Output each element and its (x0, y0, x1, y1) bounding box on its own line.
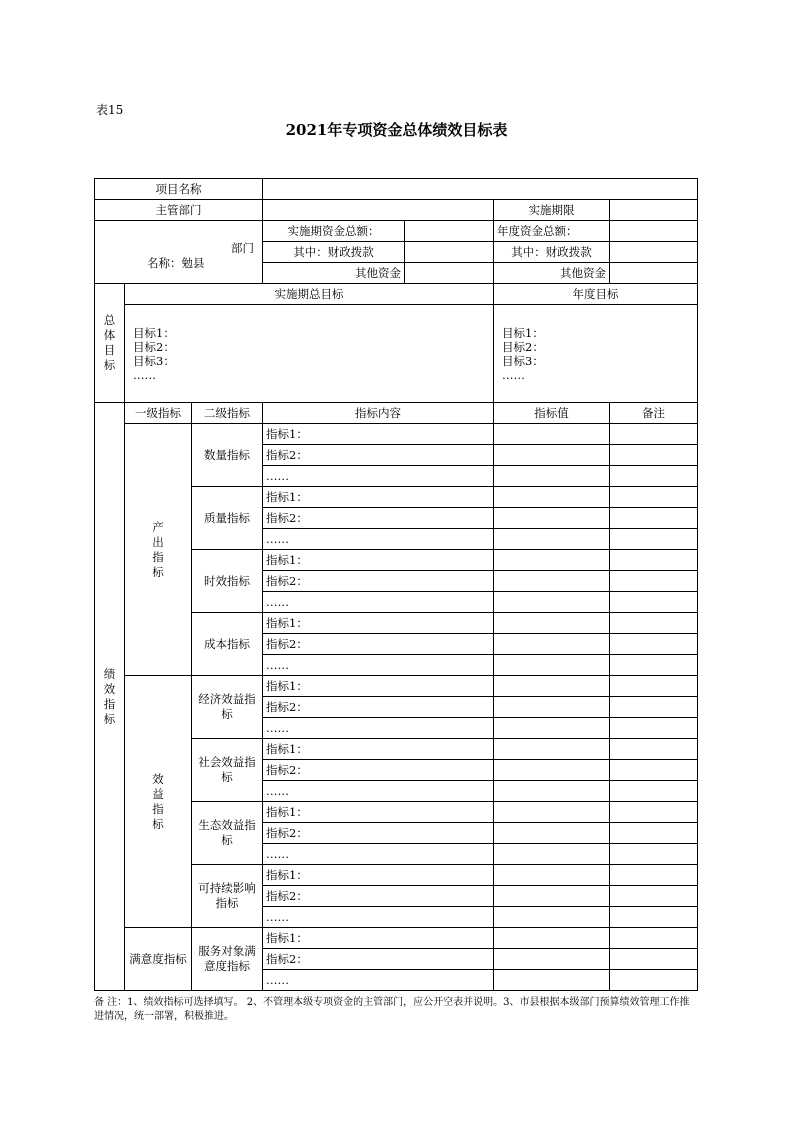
impl-goal-more: …… (133, 367, 156, 382)
col-level1: 一级指标 (125, 403, 192, 424)
impl-goal-header: 实施期总目标 (125, 284, 494, 305)
indicator-remark[interactable] (610, 592, 698, 613)
indicator-item: 指标2： (263, 760, 494, 781)
indicator-remark[interactable] (610, 487, 698, 508)
indicator-item: 指标1： (263, 802, 494, 823)
indicator-item: 指标1： (263, 739, 494, 760)
indicator-value[interactable] (494, 718, 610, 739)
indicator-value[interactable] (494, 781, 610, 802)
indicator-remark[interactable] (610, 676, 698, 697)
indicator-value[interactable] (494, 445, 610, 466)
indicator-item: …… (263, 592, 494, 613)
indicator-item: …… (263, 655, 494, 676)
indicator-remark[interactable] (610, 718, 698, 739)
indicator-item: 指标2： (263, 445, 494, 466)
indicator-remark[interactable] (610, 781, 698, 802)
indicator-remark[interactable] (610, 655, 698, 676)
impl-goal-3: 目标3： (133, 353, 175, 368)
other-funds-label: 其他资金 (263, 263, 405, 284)
indicator-value[interactable] (494, 907, 610, 928)
indicator-item: 指标1： (263, 928, 494, 949)
indicator-remark[interactable] (610, 970, 698, 991)
l2-timeliness: 时效指标 (192, 550, 263, 613)
indicator-item: 指标1： (263, 424, 494, 445)
indicator-value[interactable] (494, 886, 610, 907)
indicator-remark[interactable] (610, 466, 698, 487)
indicator-remark[interactable] (610, 907, 698, 928)
indicator-item: 指标2： (263, 949, 494, 970)
annual-goal-2: 目标2： (502, 339, 544, 354)
page-title: 2021年专项资金总体绩效目标表 (285, 121, 508, 139)
indicator-item: 指标2： (263, 886, 494, 907)
l2-economic: 经济效益指标 (192, 676, 263, 739)
other-funds-label-annual: 其他资金 (494, 263, 610, 284)
annual-goal-3: 目标3： (502, 353, 544, 368)
total-funds-value[interactable] (405, 221, 494, 242)
indicator-remark[interactable] (610, 697, 698, 718)
indicator-value[interactable] (494, 424, 610, 445)
indicator-value[interactable] (494, 529, 610, 550)
indicator-value[interactable] (494, 508, 610, 529)
indicator-value[interactable] (494, 844, 610, 865)
indicator-remark[interactable] (610, 508, 698, 529)
indicator-remark[interactable] (610, 634, 698, 655)
indicator-remark[interactable] (610, 760, 698, 781)
annual-goal-content[interactable] (494, 305, 698, 403)
indicator-value[interactable] (494, 802, 610, 823)
indicator-item: 指标2： (263, 508, 494, 529)
annual-goal-more: …… (502, 367, 526, 382)
indicator-item: 指标1： (263, 865, 494, 886)
annual-goal-header: 年度目标 (494, 284, 698, 305)
satisfaction-indicator-label: 满意度指标 (125, 928, 192, 991)
impl-goal-content[interactable] (125, 305, 494, 403)
indicator-value[interactable] (494, 592, 610, 613)
l2-sustainable: 可持续影响指标 (192, 865, 263, 928)
indicator-remark[interactable] (610, 424, 698, 445)
dept-name-cell (95, 221, 263, 284)
indicator-value[interactable] (494, 928, 610, 949)
indicator-item: …… (263, 718, 494, 739)
indicator-remark[interactable] (610, 886, 698, 907)
indicator-value[interactable] (494, 676, 610, 697)
col-remark: 备注 (610, 403, 698, 424)
indicator-item: 指标1： (263, 613, 494, 634)
annual-goal-1: 目标1： (502, 325, 544, 340)
other-funds-value[interactable] (405, 263, 494, 284)
indicator-remark[interactable] (610, 823, 698, 844)
indicator-value[interactable] (494, 655, 610, 676)
other-funds-value-annual[interactable] (610, 263, 698, 284)
indicator-item: …… (263, 781, 494, 802)
indicator-remark[interactable] (610, 445, 698, 466)
l2-quality: 质量指标 (192, 487, 263, 550)
col-value: 指标值 (494, 403, 610, 424)
fiscal-label: 其中：财政拨款 (263, 242, 405, 263)
indicator-value[interactable] (494, 970, 610, 991)
indicator-value[interactable] (494, 697, 610, 718)
goals-section-label: 总体目标 (95, 284, 125, 403)
l2-social: 社会效益指标 (192, 739, 263, 802)
annual-funds-label: 年度资金总额： (494, 221, 610, 242)
col-level2: 二级指标 (192, 403, 263, 424)
indicator-value[interactable] (494, 550, 610, 571)
l2-ecological: 生态效益指标 (192, 802, 263, 865)
indicator-value[interactable] (494, 949, 610, 970)
indicator-value[interactable] (494, 571, 610, 592)
l2-service: 服务对象满意度指标 (192, 928, 263, 991)
project-name-value[interactable] (263, 179, 698, 200)
indicator-item: 指标2： (263, 571, 494, 592)
project-name-label: 项目名称 (95, 179, 263, 200)
impl-goal-2: 目标2： (133, 339, 175, 354)
dept-bu-text: 部门 (231, 241, 255, 255)
indicator-remark[interactable] (610, 865, 698, 886)
l2-cost: 成本指标 (192, 613, 263, 676)
fiscal-value-annual[interactable] (610, 242, 698, 263)
indicator-value[interactable] (494, 466, 610, 487)
indicator-value[interactable] (494, 865, 610, 886)
indicator-value[interactable] (494, 823, 610, 844)
indicator-item: 指标2： (263, 697, 494, 718)
dept-name-text: 名称：勉县 (147, 256, 205, 270)
indicator-item: …… (263, 907, 494, 928)
indicator-item: 指标2： (263, 634, 494, 655)
indicator-item: …… (263, 844, 494, 865)
indicator-value[interactable] (494, 487, 610, 508)
fiscal-value[interactable] (405, 242, 494, 263)
indicator-item: …… (263, 466, 494, 487)
indicator-item: 指标1： (263, 487, 494, 508)
table-number: 表15 (96, 103, 124, 117)
indicator-item: …… (263, 970, 494, 991)
output-indicator-label: 产出指标 (125, 424, 192, 676)
l2-quantity: 数量指标 (192, 424, 263, 487)
footnote: 备 注：1、绩效指标可选择填写。 2、不管理本级专项资金的主管部门，应公开空表并说明。3、市县根据本级部门预算绩效管理工作推进情况，统一部署，积极推进。 (94, 997, 690, 1022)
performance-goal-table (94, 178, 698, 991)
indicator-item: 指标1： (263, 550, 494, 571)
dept-label: 主管部门 (95, 200, 263, 221)
indicator-item: …… (263, 529, 494, 550)
period-value[interactable] (610, 200, 698, 221)
period-label: 实施期限 (494, 200, 610, 221)
indicator-remark[interactable] (610, 613, 698, 634)
indicator-remark[interactable] (610, 802, 698, 823)
indicator-item: 指标1： (263, 676, 494, 697)
fiscal-label-annual: 其中：财政拨款 (494, 242, 610, 263)
dept-value[interactable] (263, 200, 494, 221)
indicator-remark[interactable] (610, 571, 698, 592)
indicator-remark[interactable] (610, 928, 698, 949)
indicator-remark[interactable] (610, 529, 698, 550)
total-funds-label: 实施期资金总额： (263, 221, 405, 242)
indicator-remark[interactable] (610, 949, 698, 970)
indicator-value[interactable] (494, 634, 610, 655)
indicator-value[interactable] (494, 739, 610, 760)
indicator-value[interactable] (494, 760, 610, 781)
indicator-value[interactable] (494, 613, 610, 634)
indicator-remark[interactable] (610, 844, 698, 865)
indicator-remark[interactable] (610, 550, 698, 571)
benefit-indicator-label: 效益指标 (125, 676, 192, 928)
indicator-remark[interactable] (610, 739, 698, 760)
annual-funds-value[interactable] (610, 221, 698, 242)
indicator-item: 指标2： (263, 823, 494, 844)
impl-goal-1: 目标1： (133, 325, 175, 340)
col-content: 指标内容 (263, 403, 494, 424)
perf-section-label: 绩效指标 (95, 403, 125, 991)
